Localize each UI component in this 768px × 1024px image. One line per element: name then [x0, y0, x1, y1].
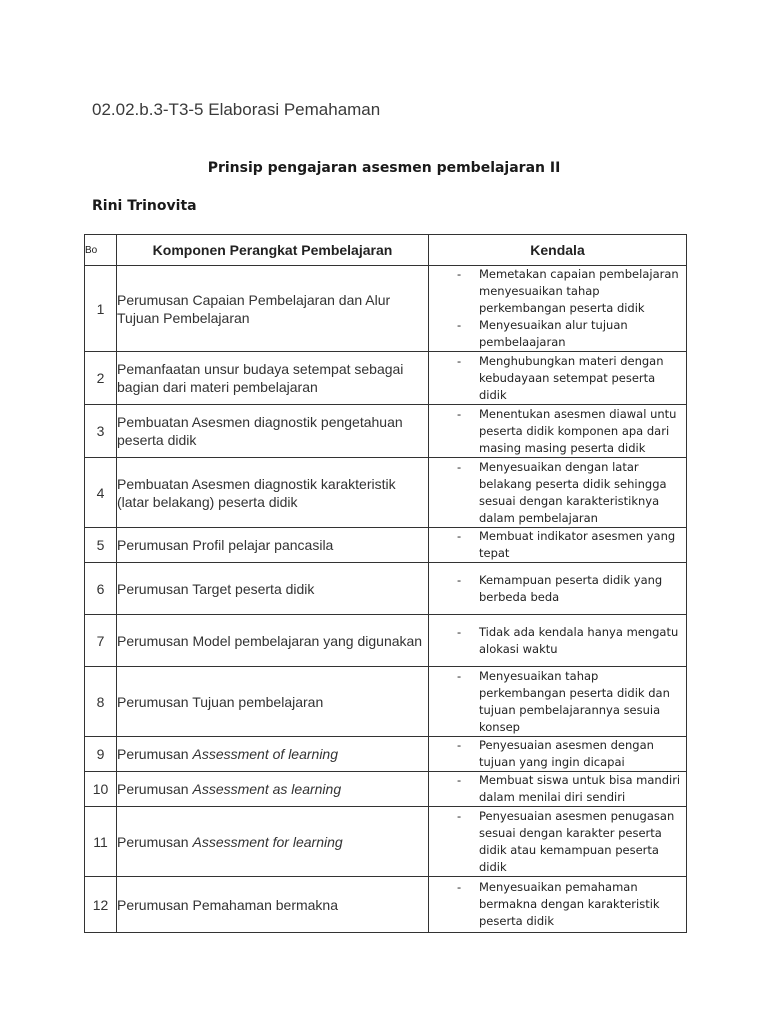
table-row: [85, 615, 687, 667]
row-number: 4: [85, 458, 117, 528]
row-number: 11: [85, 807, 117, 877]
row-kendala: [429, 405, 687, 458]
row-number: 10: [85, 772, 117, 807]
row-kendala: [429, 615, 687, 667]
row-component: [117, 807, 429, 877]
row-number: 9: [85, 737, 117, 772]
table-row: [85, 877, 687, 933]
component-italic: Assessment of learning: [192, 746, 339, 762]
row-component: Perumusan Model pembelajaran yang digunakan: [117, 615, 429, 667]
kendala-item: - Penyesuaian asesmen dengan tujuan yang ingin dicapai: [429, 737, 686, 771]
document-subtitle: Prinsip pengajaran asesmen pembelajaran II: [207, 160, 561, 176]
row-component: Pembuatan Asesmen diagnostik karakteristik (latar belakang) peserta didik: [117, 458, 429, 528]
kendala-item: - Kemampuan peserta didik yang berbeda beda: [429, 572, 686, 606]
table-header-row: [85, 235, 687, 266]
row-kendala: [429, 528, 687, 563]
kendala-item: - Membuat siswa untuk bisa mandiri dalam menilai diri sendiri: [429, 772, 686, 806]
row-kendala: [429, 772, 687, 807]
row-kendala: [429, 563, 687, 615]
table-row: [85, 667, 687, 737]
table-row: [85, 266, 687, 352]
row-kendala: [429, 352, 687, 405]
kendala-item: - Membuat indikator asesmen yang tepat: [429, 528, 686, 562]
table-row: [85, 772, 687, 807]
table-row: [85, 458, 687, 528]
row-component: [117, 772, 429, 807]
table-row: [85, 737, 687, 772]
document-title: 02.02.b.3-T3-5 Elaborasi Pemahaman: [92, 100, 381, 119]
row-number: 12: [85, 877, 117, 933]
row-component: Perumusan Target peserta didik: [117, 563, 429, 615]
kendala-item: - Menyesuaikan pemahaman bermakna dengan karakteristik peserta didik: [429, 879, 686, 930]
kendala-item: - Menyesuaikan tahap perkembangan peserta didik dan tujuan pembelajarannya sesuia konsep: [429, 668, 686, 736]
kendala-item: - Menyesuaikan alur tujuan pembelaajaran: [429, 317, 686, 351]
kendala-item: - Menghubungkan materi dengan kebudayaan setempat peserta didik: [429, 353, 686, 404]
component-italic: Assessment as learning: [192, 781, 342, 797]
header-number: Bo: [85, 235, 117, 266]
row-number: 1: [85, 266, 117, 352]
component-prefix: Perumusan: [117, 833, 193, 850]
row-kendala: [429, 266, 687, 352]
table-row: [85, 807, 687, 877]
row-component: Pemanfaatan unsur budaya setempat sebagai bagian dari materi pembelajaran: [117, 352, 429, 405]
row-kendala: [429, 807, 687, 877]
kendala-item: - Tidak ada kendala hanya mengatu alokasi waktu: [429, 624, 686, 658]
row-component: Perumusan Profil pelajar pancasila: [117, 528, 429, 563]
row-number: 7: [85, 615, 117, 667]
row-kendala: [429, 737, 687, 772]
kendala-item: - Menentukan asesmen diawal untu peserta didik komponen apa dari masing masing peserta didik: [429, 406, 686, 457]
row-kendala: [429, 877, 687, 933]
kendala-item: - Penyesuaian asesmen penugasan sesuai dengan karakter peserta didik atau kemampuan peserta didik: [429, 808, 686, 876]
header-component: Komponen Perangkat Pembelajaran: [117, 235, 429, 266]
table-row: [85, 528, 687, 563]
table-row: [85, 563, 687, 615]
kendala-table: [84, 234, 687, 933]
row-number: 3: [85, 405, 117, 458]
row-component: Perumusan Tujuan pembelajaran: [117, 667, 429, 737]
component-italic: Assessment for learning: [192, 833, 343, 850]
row-number: 8: [85, 667, 117, 737]
row-kendala: [429, 667, 687, 737]
row-component: Pembuatan Asesmen diagnostik pengetahuan peserta didik: [117, 405, 429, 458]
component-prefix: Perumusan: [117, 746, 193, 762]
table-row: [85, 352, 687, 405]
row-kendala: [429, 458, 687, 528]
kendala-item: - Menyesuaikan dengan latar belakang peserta didik sehingga sesuai dengan karakteristiknya dalam pembelajaran: [429, 459, 686, 527]
table-row: [85, 405, 687, 458]
row-number: 5: [85, 528, 117, 563]
header-kendala: Kendala: [429, 235, 687, 266]
row-number: 6: [85, 563, 117, 615]
row-component: Perumusan Pemahaman bermakna: [117, 877, 429, 933]
author-name: Rini Trinovita: [92, 198, 197, 214]
row-number: 2: [85, 352, 117, 405]
kendala-item: - Memetakan capaian pembelajaran menyesuaikan tahap perkembangan peserta didik: [429, 266, 686, 317]
row-component: [117, 737, 429, 772]
row-component: Perumusan Capaian Pembelajaran dan Alur Tujuan Pembelajaran: [117, 266, 429, 352]
component-prefix: Perumusan: [117, 781, 193, 797]
